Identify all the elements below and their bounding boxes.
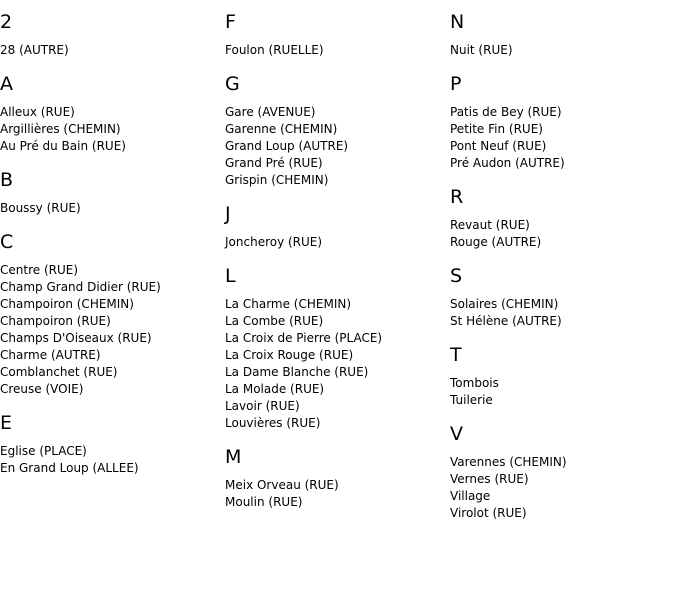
letter-group-2 <box>0 11 222 59</box>
street-list-item <box>450 488 672 505</box>
street-link[interactable]: Creuse (VOIE) <box>0 382 84 396</box>
street-list <box>0 262 222 398</box>
street-list-item <box>0 347 222 364</box>
street-link[interactable]: Revaut (RUE) <box>450 218 530 232</box>
street-link[interactable]: Louvières (RUE) <box>225 416 321 430</box>
letter-group-g <box>225 73 447 189</box>
street-list-item <box>0 443 222 460</box>
letter-heading: L <box>225 265 236 287</box>
street-list <box>225 234 447 251</box>
street-list-item <box>225 494 447 511</box>
letter-group-j <box>225 203 447 251</box>
street-link[interactable]: Champoiron (RUE) <box>0 314 111 328</box>
street-list-item <box>0 330 222 347</box>
street-link[interactable]: Foulon (RUELLE) <box>225 43 324 57</box>
street-list-item <box>450 375 672 392</box>
street-list-item <box>0 104 222 121</box>
street-link[interactable]: Champs D'Oiseaux (RUE) <box>0 331 152 345</box>
street-list-item <box>225 415 447 432</box>
street-list-item <box>0 381 222 398</box>
street-link[interactable]: Petite Fin (RUE) <box>450 122 543 136</box>
street-link[interactable]: Moulin (RUE) <box>225 495 303 509</box>
street-list-item <box>0 279 222 296</box>
street-link[interactable]: La Croix de Pierre (PLACE) <box>225 331 383 345</box>
street-list-item <box>0 262 222 279</box>
street-link[interactable]: Au Pré du Bain (RUE) <box>0 139 126 153</box>
street-list <box>225 296 447 432</box>
street-list-item <box>450 138 672 155</box>
letter-group-s <box>450 265 672 330</box>
street-list <box>450 217 672 251</box>
street-link[interactable]: Village <box>450 489 491 503</box>
street-list-item <box>225 477 447 494</box>
letter-group-p <box>450 73 672 172</box>
street-link[interactable]: Tuilerie <box>450 393 493 407</box>
letter-group-n <box>450 11 672 59</box>
street-list <box>225 104 447 189</box>
street-index-column-1 <box>0 0 222 491</box>
street-list <box>0 42 222 59</box>
street-link[interactable]: Argillières (CHEMIN) <box>0 122 121 136</box>
street-list-item <box>225 381 447 398</box>
street-list <box>450 104 672 172</box>
street-link[interactable]: Virolot (RUE) <box>450 506 527 520</box>
street-link[interactable]: Varennes (CHEMIN) <box>450 455 567 469</box>
letter-heading: B <box>0 169 14 191</box>
street-list-item <box>225 364 447 381</box>
street-list <box>450 454 672 522</box>
street-list-item <box>225 398 447 415</box>
street-list <box>0 200 222 217</box>
letter-heading: F <box>225 11 236 33</box>
street-list <box>450 42 672 59</box>
street-link[interactable]: Solaires (CHEMIN) <box>450 297 559 311</box>
street-list-item <box>225 42 447 59</box>
letter-group-v <box>450 423 672 522</box>
street-link[interactable]: Champ Grand Didier (RUE) <box>0 280 161 294</box>
letter-group-t <box>450 344 672 409</box>
street-list-item <box>225 104 447 121</box>
street-link[interactable]: Vernes (RUE) <box>450 472 529 486</box>
street-list <box>450 375 672 409</box>
street-list-item <box>450 104 672 121</box>
street-link[interactable]: Pré Audon (AUTRE) <box>450 156 565 170</box>
street-list-item <box>450 505 672 522</box>
street-list-item <box>450 42 672 59</box>
street-list-item <box>225 330 447 347</box>
street-list-item <box>450 155 672 172</box>
street-list-item <box>450 234 672 251</box>
street-list-item <box>0 313 222 330</box>
letter-heading: R <box>450 186 464 208</box>
letter-heading: N <box>450 11 465 33</box>
letter-heading: E <box>0 412 13 434</box>
street-link[interactable]: Eglise (PLACE) <box>0 444 87 458</box>
street-list-item <box>0 296 222 313</box>
street-link[interactable]: Grand Loup (AUTRE) <box>225 139 349 153</box>
street-list <box>450 296 672 330</box>
street-link[interactable]: Boussy (RUE) <box>0 201 81 215</box>
letter-heading: M <box>225 446 242 468</box>
street-link[interactable]: Charme (AUTRE) <box>0 348 101 362</box>
letter-group-c <box>0 231 222 398</box>
letter-heading: J <box>225 203 231 225</box>
street-link[interactable]: Champoiron (CHEMIN) <box>0 297 134 311</box>
street-link[interactable]: Grand Pré (RUE) <box>225 156 323 170</box>
letter-group-l <box>225 265 447 432</box>
street-link[interactable]: En Grand Loup (ALLEE) <box>0 461 139 475</box>
street-list <box>225 42 447 59</box>
street-list <box>0 443 222 477</box>
street-list-item <box>225 296 447 313</box>
street-list-item <box>225 347 447 364</box>
street-link[interactable]: Lavoir (RUE) <box>225 399 300 413</box>
street-link[interactable]: Pont Neuf (RUE) <box>450 139 547 153</box>
street-list-item <box>225 138 447 155</box>
street-link[interactable]: La Molade (RUE) <box>225 382 325 396</box>
street-list-item <box>225 172 447 189</box>
letter-heading: T <box>450 344 462 366</box>
letter-group-e <box>0 412 222 477</box>
street-link[interactable]: Tombois <box>450 376 499 390</box>
street-link[interactable]: Grispin (CHEMIN) <box>225 173 329 187</box>
letter-group-r <box>450 186 672 251</box>
letter-heading: 2 <box>0 11 13 33</box>
letter-heading: G <box>225 73 240 95</box>
street-list-item <box>0 200 222 217</box>
street-list <box>0 104 222 155</box>
letter-group-m <box>225 446 447 511</box>
letter-group-a <box>0 73 222 155</box>
street-link[interactable]: Garenne (CHEMIN) <box>225 122 338 136</box>
street-link[interactable]: Rouge (AUTRE) <box>450 235 542 249</box>
street-list-item <box>450 454 672 471</box>
street-list <box>225 477 447 511</box>
street-link[interactable]: La Croix Rouge (RUE) <box>225 348 354 362</box>
street-link[interactable]: La Charme (CHEMIN) <box>225 297 352 311</box>
street-list-item <box>450 313 672 330</box>
street-list-item <box>450 471 672 488</box>
street-link[interactable]: St Hélène (AUTRE) <box>450 314 562 328</box>
letter-heading: A <box>0 73 13 95</box>
street-list-item <box>225 234 447 251</box>
street-list-item <box>225 121 447 138</box>
street-list-item <box>0 42 222 59</box>
street-link[interactable]: Alleux (RUE) <box>0 105 75 119</box>
letter-group-f <box>225 11 447 59</box>
street-list-item <box>450 121 672 138</box>
street-list-item <box>225 155 447 172</box>
letter-heading: V <box>450 423 463 445</box>
street-list-item <box>450 392 672 409</box>
street-link[interactable]: Nuit (RUE) <box>450 43 513 57</box>
street-list-item <box>0 364 222 381</box>
street-list-item <box>0 460 222 477</box>
street-list-item <box>0 138 222 155</box>
street-index-column-3 <box>450 0 672 536</box>
street-link[interactable]: Meix Orveau (RUE) <box>225 478 339 492</box>
letter-heading: S <box>450 265 463 287</box>
letter-group-b <box>0 169 222 217</box>
street-link[interactable]: Comblanchet (RUE) <box>0 365 118 379</box>
street-list-item <box>225 313 447 330</box>
street-link[interactable]: Centre (RUE) <box>0 263 79 277</box>
street-index-column-2 <box>225 0 447 525</box>
street-link[interactable]: 28 (AUTRE) <box>0 43 69 57</box>
street-link[interactable]: Joncheroy (RUE) <box>225 235 323 249</box>
street-list-item <box>0 121 222 138</box>
letter-heading: C <box>0 231 14 253</box>
street-link[interactable]: La Combe (RUE) <box>225 314 324 328</box>
street-link[interactable]: Patis de Bey (RUE) <box>450 105 562 119</box>
street-list-item <box>450 296 672 313</box>
street-link[interactable]: Gare (AVENUE) <box>225 105 316 119</box>
letter-heading: P <box>450 73 462 95</box>
street-link[interactable]: La Dame Blanche (RUE) <box>225 365 369 379</box>
street-list-item <box>450 217 672 234</box>
